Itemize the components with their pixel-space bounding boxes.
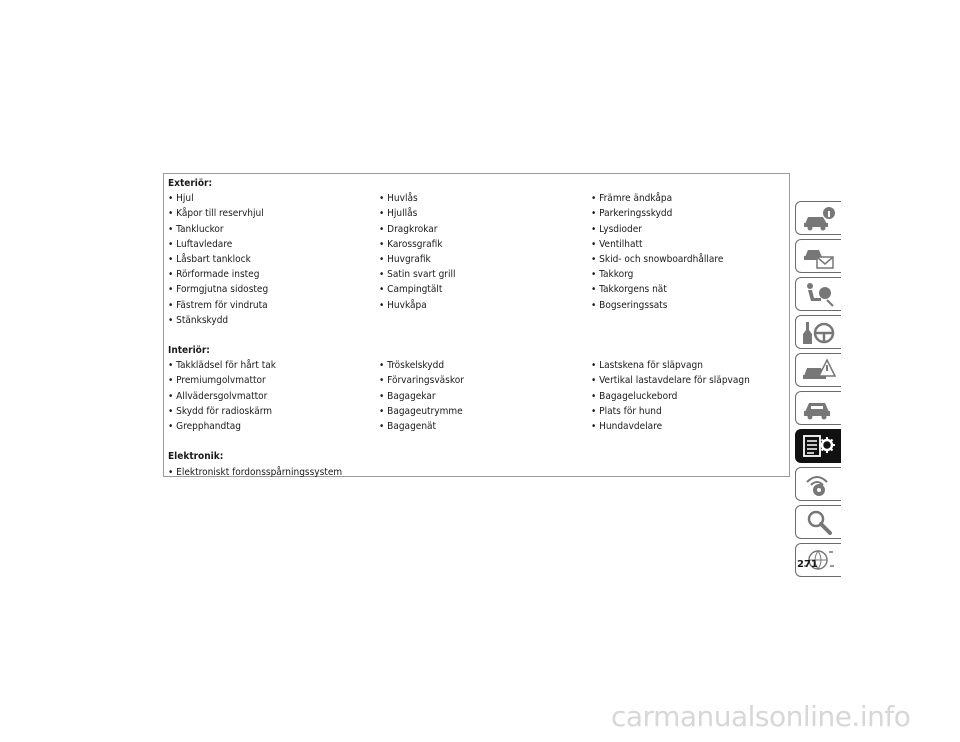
- item-grid: [168, 191, 789, 328]
- steering-wheel-icon: [801, 318, 837, 346]
- list-item: • Lysdioder: [591, 223, 642, 235]
- list-item: • Skydd för radioskärm: [168, 405, 272, 417]
- list-item: • Parkeringsskydd: [591, 208, 673, 220]
- list-item: • Takkorgens nät: [591, 284, 667, 296]
- list-item: • Förvaringsväskor: [379, 375, 464, 387]
- list-gear-icon: [801, 432, 837, 460]
- list-item: • Elektroniskt fordonsspårningssystem: [168, 466, 343, 478]
- list-item: • Allvädersgolvmattor: [168, 390, 268, 402]
- list-item: • Premiumgolvmattor: [168, 375, 266, 387]
- page-number: 271: [797, 559, 818, 570]
- list-item: • Skid- och snowboardhållare: [591, 253, 724, 265]
- list-item: • Ventilhatt: [591, 238, 643, 250]
- list-item: [591, 465, 791, 480]
- list-item: • Lastskena för släpvagn: [591, 360, 703, 372]
- watermark: carmanualsonline.info: [611, 700, 911, 733]
- item-grid: [168, 358, 789, 434]
- list-item: • Bagageluckebord: [591, 390, 678, 402]
- search-icon: [801, 508, 837, 536]
- list-item: [379, 465, 591, 480]
- tab-steering-wheel[interactable]: [795, 315, 841, 349]
- media-phone-icon: [801, 470, 837, 498]
- list-item: • Luftavledare: [168, 238, 233, 250]
- list-item: • Formgjutna sidosteg: [168, 284, 269, 296]
- list-item: • Hjullås: [379, 208, 418, 220]
- seat-airbag-icon: [801, 280, 837, 308]
- accessories-panel: [163, 173, 790, 477]
- list-item: • Karossgrafik: [379, 238, 443, 250]
- list-item: • Grepphandtag: [168, 421, 241, 432]
- list-item: • Huvgrafik: [379, 253, 431, 265]
- tab-seat-airbag[interactable]: [795, 277, 841, 311]
- tab-list-gear[interactable]: [795, 429, 841, 463]
- list-item: • Bagageutrymme: [379, 405, 463, 417]
- list-item: • Takklädsel för hårt tak: [168, 360, 277, 372]
- list-item: • Campingtält: [379, 284, 443, 296]
- car-info-icon: [801, 204, 837, 232]
- tab-warning-car[interactable]: [795, 353, 841, 387]
- section-interior: [168, 343, 789, 434]
- list-item: • Främre ändkåpa: [591, 193, 673, 205]
- item-grid: [168, 465, 789, 480]
- section-title: Elektronik:: [168, 451, 224, 463]
- mail-car-icon: [801, 242, 837, 270]
- section-title: Interiör:: [168, 345, 210, 357]
- list-item: [591, 313, 791, 328]
- list-item: • Tankluckor: [168, 223, 224, 235]
- tab-search[interactable]: [795, 505, 841, 539]
- section-electronics: [168, 449, 789, 479]
- list-item: • Huvkåpa: [379, 299, 427, 311]
- section-title: Exteriör:: [168, 178, 213, 189]
- list-item: • Bagagekar: [379, 390, 436, 402]
- list-item: • Satin svart grill: [379, 269, 456, 281]
- list-item: • Kåpor till reservhjul: [168, 208, 264, 220]
- warning-car-icon: [801, 356, 837, 384]
- list-item: [379, 313, 591, 328]
- tab-car-info[interactable]: [795, 201, 841, 235]
- list-item: • Plats för hund: [591, 405, 662, 417]
- list-item: • Takkorg: [591, 269, 634, 281]
- chapter-tabs: [795, 201, 841, 581]
- list-item: • Stänkskydd: [168, 314, 229, 326]
- section-spacer: [168, 328, 789, 343]
- list-item: • Dragkrokar: [379, 223, 438, 235]
- section-spacer: [168, 434, 789, 449]
- tab-mail-car[interactable]: [795, 239, 841, 273]
- list-item: • Bogseringssats: [591, 299, 668, 311]
- list-item: • Rörformade insteg: [168, 269, 260, 281]
- list-item: • Bagagenät: [379, 421, 437, 432]
- list-item: • Hundavdelare: [591, 421, 663, 432]
- list-item: • Huvlås: [379, 193, 418, 205]
- list-item: • Vertikal lastavdelare för släpvagn: [591, 375, 750, 387]
- section-exterior: [168, 176, 789, 328]
- list-item: • Låsbart tanklock: [168, 253, 251, 265]
- list-item: • Fästrem för vindruta: [168, 299, 268, 311]
- tab-car-service[interactable]: [795, 391, 841, 425]
- tab-media-phone[interactable]: [795, 467, 841, 501]
- list-item: • Hjul: [168, 193, 194, 205]
- car-service-icon: [801, 394, 837, 422]
- list-item: • Tröskelskydd: [379, 360, 445, 372]
